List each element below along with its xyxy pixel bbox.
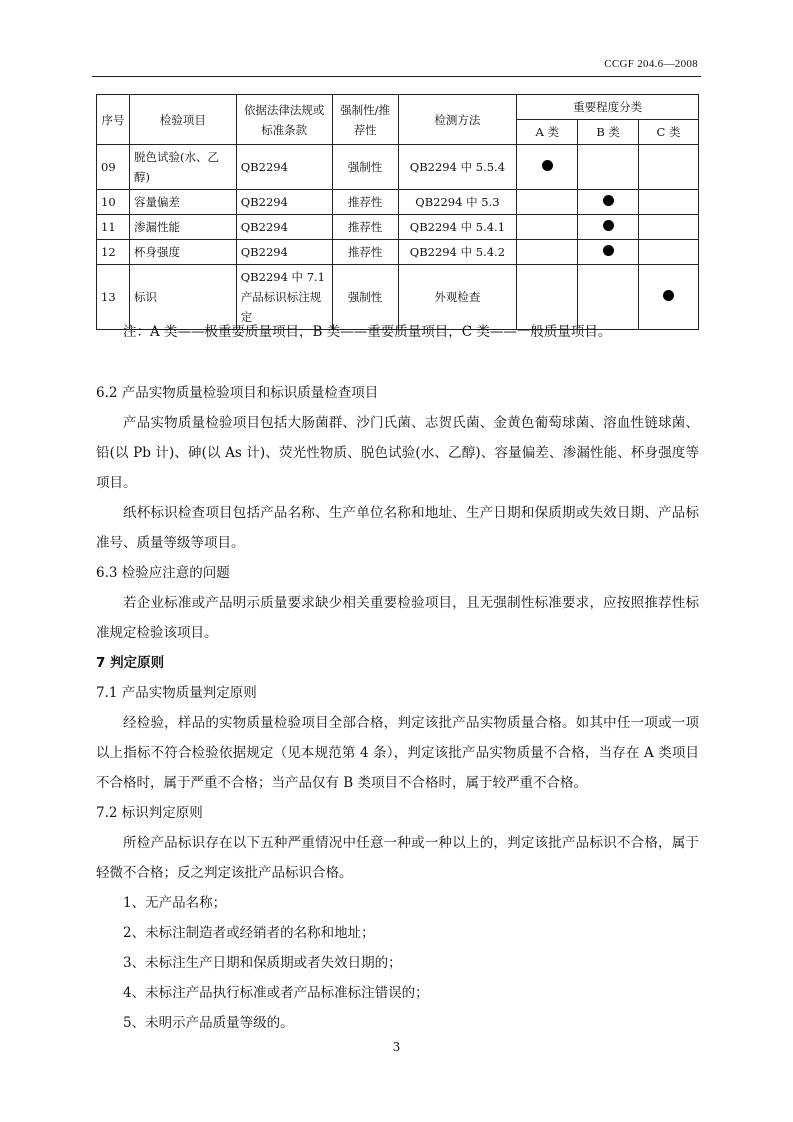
header-divider — [92, 76, 701, 77]
section-7-2-paragraph-1: 所检产品标识存在以下五种严重情况中任意一种或一种以上的，判定该批产品标识不合格，属于轻微不合格；反之判定该批产品标识合格。 — [96, 835, 699, 881]
cell-class-b — [578, 215, 639, 240]
page-number: 3 — [392, 1040, 401, 1054]
header-method: 检测方法 — [398, 95, 517, 145]
header-seq: 序号 — [97, 95, 130, 145]
cell-seq: 12 — [97, 240, 130, 265]
table-row — [97, 215, 699, 240]
header-item: 检验项目 — [129, 95, 236, 145]
document-body — [96, 378, 699, 1038]
cell-class-c — [639, 240, 699, 265]
cell-item: 脱色试验(水、乙醇) — [129, 145, 236, 190]
cell-item: 标识 — [129, 265, 236, 330]
cell-nature: 强制性 — [332, 145, 398, 190]
cell-method: QB2294 中 5.4.1 — [398, 215, 517, 240]
list-item: 5、未明示产品质量等级的。 — [123, 1015, 294, 1031]
section-6-2-title: 6.2 产品实物质量检验项目和标识质量检查项目 — [96, 385, 379, 401]
list-item: 2、未标注制造者或经销者的名称和地址； — [123, 925, 375, 941]
table-row — [97, 145, 699, 190]
header-nature: 强制性/推荐性 — [332, 95, 398, 145]
cell-nature: 强制性 — [332, 265, 398, 330]
cell-basis: QB2294 — [236, 145, 332, 190]
cell-method: QB2294 中 5.4.2 — [398, 240, 517, 265]
classification-dot-icon — [542, 160, 553, 171]
cell-class-c — [639, 265, 699, 330]
cell-class-b — [578, 145, 639, 190]
document-code: CCGF 204.6—2008 — [604, 58, 698, 70]
cell-class-a — [517, 190, 578, 215]
cell-nature: 推荐性 — [332, 190, 398, 215]
section-6-3-title: 6.3 检验应注意的问题 — [96, 565, 230, 581]
classification-dot-icon — [603, 195, 614, 206]
cell-method: 外观检查 — [398, 265, 517, 330]
header-class-c: C 类 — [639, 120, 699, 145]
cell-method: QB2294 中 5.3 — [398, 190, 517, 215]
classification-dot-icon — [663, 290, 674, 301]
header-class-a: A 类 — [517, 120, 578, 145]
cell-basis: QB2294 — [236, 240, 332, 265]
classification-dot-icon — [603, 245, 614, 256]
cell-nature: 推荐性 — [332, 215, 398, 240]
cell-seq: 11 — [97, 215, 130, 240]
section-6-2-paragraph-2: 纸杯标识检查项目包括产品名称、生产单位名称和地址、生产日期和保质期或失效日期、产品标准号、质量等级等项目。 — [96, 505, 699, 551]
cell-basis: QB2294 — [236, 215, 332, 240]
cell-item: 容量偏差 — [129, 190, 236, 215]
cell-class-a — [517, 145, 578, 190]
cell-class-c — [639, 215, 699, 240]
section-7-1-paragraph-1: 经检验，样品的实物质量检验项目全部合格，判定该批产品实物质量合格。如其中任一项或一项以上指标不符合检验依据规定（见本规范第 4 条），判定该批产品实物质量不合格，当存在 A 类项目不合格时，属于严重不合格；当产品仅有 B 类项目不合格时，属于较严重不合格。 — [96, 715, 699, 791]
header-importance: 重要程度分类 — [517, 95, 699, 120]
cell-class-c — [639, 190, 699, 215]
section-7-title: 7 判定原则 — [96, 655, 165, 671]
cell-item: 渗漏性能 — [129, 215, 236, 240]
cell-seq: 09 — [97, 145, 130, 190]
cell-nature: 推荐性 — [332, 240, 398, 265]
cell-item: 杯身强度 — [129, 240, 236, 265]
cell-basis: QB2294 中 7.1 产品标识标注规定 — [236, 265, 332, 330]
cell-class-a — [517, 215, 578, 240]
classification-dot-icon — [603, 220, 614, 231]
section-6-2-paragraph-1: 产品实物质量检验项目包括大肠菌群、沙门氏菌、志贺氏菌、金黄色葡萄球菌、溶血性链球菌、铅(以 Pb 计)、砷(以 As 计)、荧光性物质、脱色试验(水、乙醇)、容量偏差、渗漏性能、杯身强度等项目。 — [96, 415, 699, 491]
cell-class-b — [578, 190, 639, 215]
header-basis: 依据法律法规或标准条款 — [236, 95, 332, 145]
list-item: 4、未标注产品执行标准或者产品标准标注错误的； — [123, 985, 429, 1001]
table-row — [97, 240, 699, 265]
cell-seq: 13 — [97, 265, 130, 330]
section-7-2-title: 7.2 标识判定原则 — [96, 805, 203, 821]
header-class-b: B 类 — [578, 120, 639, 145]
inspection-items-table — [96, 94, 699, 330]
table-row — [97, 190, 699, 215]
table-header-row — [97, 95, 699, 120]
cell-class-b — [578, 240, 639, 265]
cell-basis: QB2294 — [236, 190, 332, 215]
list-item: 1、无产品名称； — [123, 895, 227, 911]
cell-class-a — [517, 240, 578, 265]
list-item: 3、未标注生产日期和保质期或者失效日期的； — [123, 955, 402, 971]
section-6-3-paragraph-1: 若企业标准或产品明示质量要求缺少相关重要检验项目，且无强制性标准要求，应按照推荐性标准规定检验该项目。 — [96, 595, 699, 641]
cell-method: QB2294 中 5.5.4 — [398, 145, 517, 190]
section-7-1-title: 7.1 产品实物质量判定原则 — [96, 685, 257, 701]
cell-class-c — [639, 145, 699, 190]
table-note: 注：A 类——极重要质量项目，B 类——重要质量项目，C 类——一般质量项目。 — [123, 324, 612, 340]
cell-seq: 10 — [97, 190, 130, 215]
